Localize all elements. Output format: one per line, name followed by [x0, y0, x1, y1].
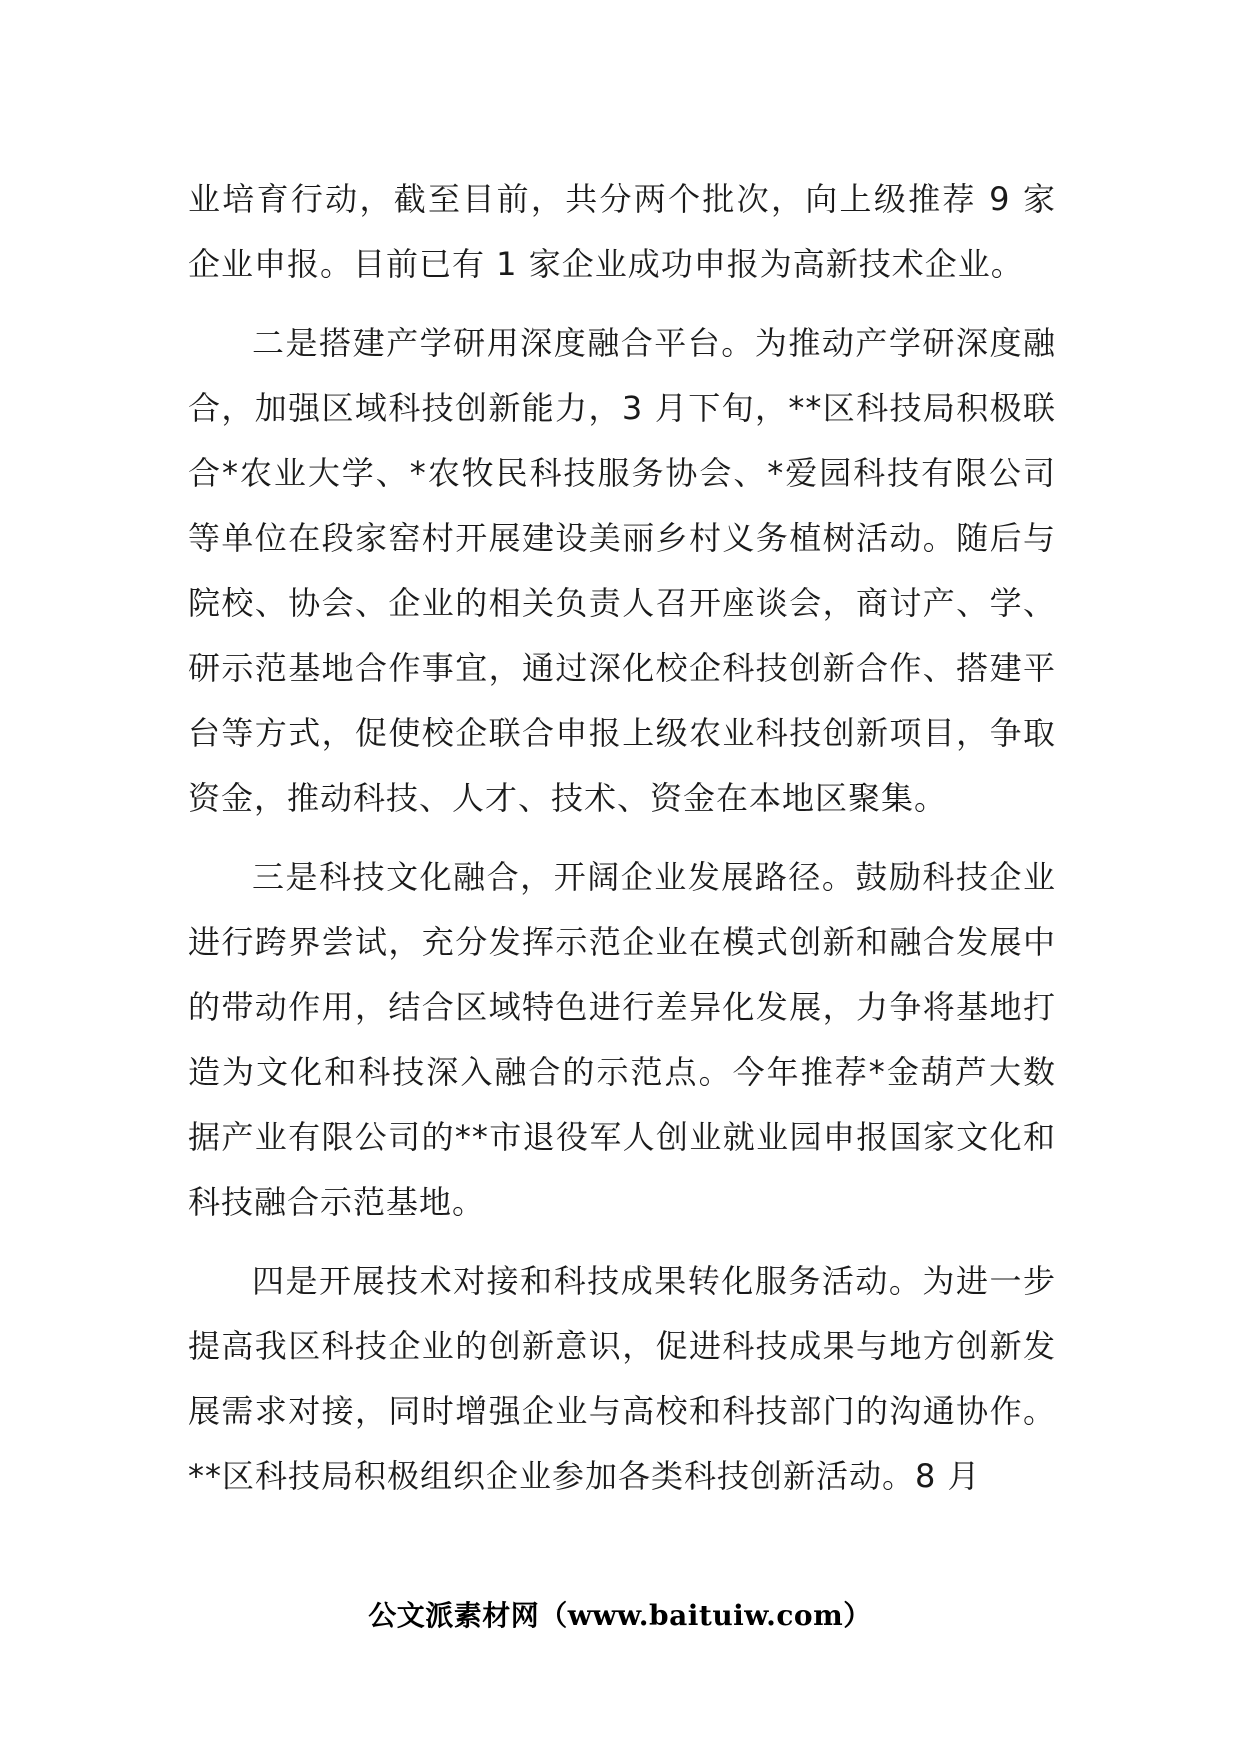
paragraph-3: 三是科技文化融合，开阔企业发展路径。鼓励科技企业进行跨界尝试，充分发挥示范企业在模式创新和融合发展中的带动作用，结合区域特色进行差异化发展，力争将基地打造为文化和科技深入融合的示范点。今年推荐*金葫芦大数据产业有限公司的**市退役军人创业就业园申报国家文化和科技融合示范基地。	[188, 858, 1056, 1221]
paragraph-1: 业培育行动，截至目前，共分两个批次，向上级推荐 9 家企业申报。目前已有 1 家企业成功申报为高新技术企业。	[188, 180, 1056, 283]
footer-watermark: 公文派素材网（www.baituiw.com）	[368, 1599, 872, 1632]
document-body	[188, 167, 1056, 1523]
paragraph-4: 四是开展技术对接和科技成果转化服务活动。为进一步提高我区科技企业的创新意识，促进科技成果与地方创新发展需求对接，同时增强企业与高校和科技部门的沟通协作。**区科技局积极组织企业参加各类科技创新活动。8 月	[188, 1262, 1056, 1495]
paragraph-2: 二是搭建产学研用深度融合平台。为推动产学研深度融合，加强区域科技创新能力，3 月下旬，**区科技局积极联合*农业大学、*农牧民科技服务协会、*爱园科技有限公司等单位在段家窑村开展建设美丽乡村义务植树活动。随后与院校、协会、企业的相关负责人召开座谈会，商讨产、学、研示范基地合作事宜，通过深化校企科技创新合作、搭建平台等方式，促使校企联合申报上级农业科技创新项目，争取资金，推动科技、人才、技术、资金在本地区聚集。	[188, 324, 1056, 817]
